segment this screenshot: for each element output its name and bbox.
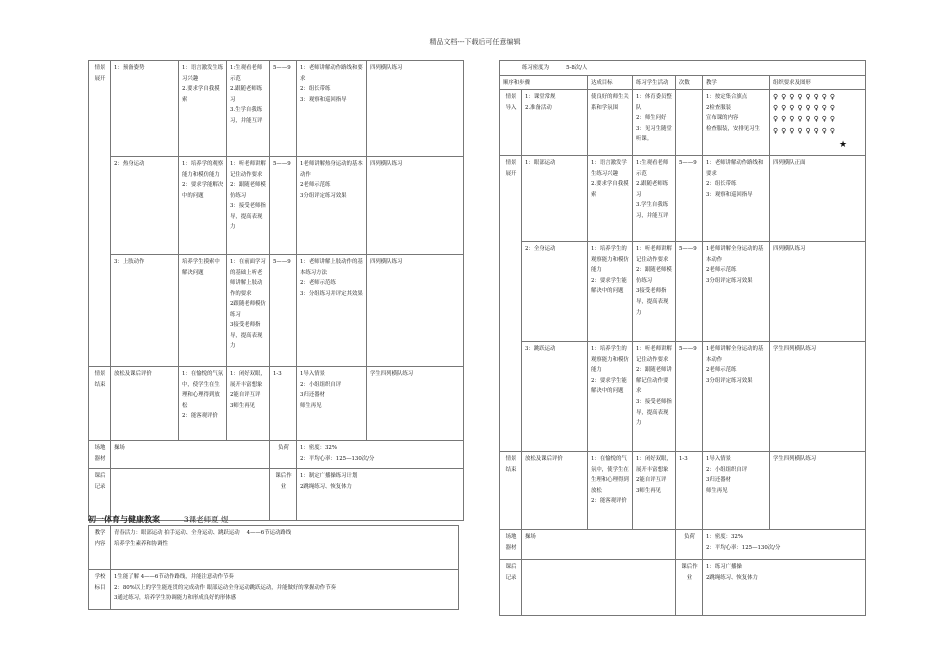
header-cell: 练习学生活动 — [633, 75, 676, 90]
title-prefix: 初一体育与健康教案 — [88, 514, 160, 524]
table-row — [89, 255, 464, 367]
content-cell: 1：眼部运动 — [522, 156, 588, 242]
content-cell: 1：课堂常规 2.准备活动 — [522, 90, 588, 156]
count-cell: 5——9 — [676, 342, 703, 452]
table-row — [89, 526, 459, 570]
org-cell: 学生四列横队练习 — [367, 367, 464, 441]
header-cell: 组织要求及图形 — [770, 75, 866, 90]
table-row — [89, 157, 464, 255]
count-cell: 5——9 — [676, 156, 703, 242]
left-lesson-table — [88, 60, 464, 521]
method-cell: 1老师讲解全身运动的基本动作 2老师示范练 3分组评定练习效果 — [703, 342, 770, 452]
student-cell: 1：体育委员整队 2：师生问好 3：见习生随堂听课。 — [633, 90, 676, 156]
homework-label: 课后作业 — [270, 469, 297, 521]
org-cell: 四列横队正面 — [770, 156, 866, 242]
objectives-table — [88, 525, 459, 610]
goal-cell: 1：在愉悦的气氛中，使学生在生理和心理得到放松 2：能客观评价 — [179, 367, 227, 441]
formation-row-3: ♀♀♀♀♀♀♀♀ — [773, 115, 838, 124]
goal-cell: 1：在愉悦的气氛中，使学生在生理和心理得到放松 2：能客观评价 — [588, 452, 633, 530]
method-cell: 1导入情景 2：小组组织自评 3归还器材 师生再见 — [297, 367, 367, 441]
content-line: 培养学生素养和协调性 — [114, 540, 168, 547]
content-side-label: 教学内容 — [89, 526, 111, 570]
field-value: 操场 — [111, 441, 270, 469]
top-load-row — [500, 61, 866, 76]
load-value: 1：密度：32% 2：平均心率：125—130次/分 — [703, 530, 866, 560]
student-cell: 1：在前面学习的基础上听老师讲解上肢动作的要求 2跟随老师模仿练习 3接受老师指导，提高表现力 — [227, 255, 270, 367]
org-cell: 四列横队练习 — [770, 242, 866, 342]
method-cell: 1：老师讲解上肢动作的基本练习方法 2：老师示范练 3：分组练习并评定其效果 — [297, 255, 367, 367]
goals-value — [111, 570, 459, 610]
student-cell: 1：闭好双眼，展开丰富想象 2能自评互评 3师生再见 — [633, 452, 676, 530]
table-row — [89, 367, 464, 441]
load-label: 负荷 — [270, 441, 297, 469]
table-row — [500, 342, 866, 452]
notes-blank — [111, 469, 270, 521]
org-cell: 四列横队练习 — [367, 61, 464, 157]
homework-value: 1：练习广播操 2跳绳练习、恢复体力 — [703, 560, 866, 616]
header-cell: 次数 — [676, 75, 703, 90]
count-cell: 1-3 — [270, 367, 297, 441]
table-row — [500, 90, 866, 156]
table-row — [500, 530, 866, 560]
section-label: 情景结束 — [500, 452, 522, 530]
method-cell: 1：按定集合旗点 2检查服装 宣布课的内容 检查服装，安排见习生 — [703, 90, 770, 156]
formation-row-2: ♀♀♀♀♀♀♀♀ — [773, 104, 838, 113]
count-cell: 5——9 — [270, 157, 297, 255]
content-cell: 2：全身运动 — [522, 242, 588, 342]
field-label: 场地器材 — [89, 441, 111, 469]
student-cell: 1：听老师讲解记住动作要求 2：跟随老师讲解记住动作要求 3：接受老师指导，提高表现力 — [633, 342, 676, 452]
goal-cell: 1：培养学的观察能力和模仿能力 2：要求学能解决中的问题 — [179, 157, 227, 255]
formation-row-4: ♀♀♀♀♀♀♀♀ — [773, 126, 838, 135]
formation-diagram — [770, 90, 866, 156]
student-cell: 1：听老师讲解记住动作要求 2：跟随老师模仿练习 3接受老师指导，提高表现力 — [633, 242, 676, 342]
homework-label: 课后作业 — [676, 560, 703, 616]
goals-label: 学校标目 — [89, 570, 111, 610]
content-cell: 3：上肢动作 — [111, 255, 179, 367]
title-mid: 3课老师夏 煜 — [183, 515, 229, 524]
notes-label: 课后记录 — [89, 469, 111, 521]
goal-item: 1生能了解 4——6节动作路线，并能注意动作节奏 — [114, 574, 234, 580]
content-value — [111, 526, 459, 570]
table-row — [500, 560, 866, 616]
lesson-title — [88, 514, 229, 525]
count-cell: 1-3 — [676, 452, 703, 530]
table-row — [89, 61, 464, 157]
section-label: 情景结束 — [89, 367, 111, 441]
table-row — [89, 570, 459, 610]
goal-item: 2：80%以上的学生能连贯的完成动作 眼部运动全身运动跳跃运动，并能做好的掌握动作节奏 — [114, 584, 336, 591]
method-cell: 1：老师讲解动作路线和要求 2：组长带练 3：观察和巡回指导 — [703, 156, 770, 242]
table-row — [500, 156, 866, 242]
content-line: 青春活力：眼部运动 拍手运动、全身运动、跳跃运动 — [114, 530, 240, 536]
student-cell: 1：闭好双眼，展开丰富想象 2能自评互评 3师生再见 — [227, 367, 270, 441]
content-cell: 2：热身运动 — [111, 157, 179, 255]
goal-cell: 使良好的师生关系和学氛围 — [588, 90, 633, 156]
load-label: 负荷 — [676, 530, 703, 560]
student-cell: 1:生观看老师示范 2.跟随老师练习 3.学生自我练习，并能互评 — [633, 156, 676, 242]
load-value: 5-8次/人 — [566, 65, 588, 71]
org-cell: 四列横队练习 — [367, 255, 464, 367]
table-row — [500, 242, 866, 342]
section-label: 情景导入 — [500, 90, 522, 156]
student-cell: 1:生观看老师示范 2.跟随老师练习 3.生学自我练习，并能互评 — [227, 61, 270, 157]
goal-cell: 1：培养学生的观察能力和模仿能力 2：要求学生能解决中的问题 — [588, 342, 633, 452]
page-header: 精品文档---下载后可任意编辑 — [429, 38, 521, 46]
org-cell: 四列横队练习 — [367, 157, 464, 255]
method-cell: 1导入情景 2：小组组织自评 3归还器材 师生再见 — [703, 452, 770, 530]
goal-cell: 1：培养学生的观察能力和模仿能力 2：要求学生能解决中的问题 — [588, 242, 633, 342]
table-row — [500, 452, 866, 530]
load-value: 1：密度：32% 2：平均心率：125—130次/分 — [297, 441, 464, 469]
field-label: 场地器材 — [500, 530, 522, 560]
table-row — [89, 441, 464, 469]
table-row — [500, 61, 866, 76]
right-lesson-table — [499, 60, 866, 616]
content-cell: 放松及课后评价 — [111, 367, 179, 441]
notes-blank — [522, 560, 676, 616]
content-cell: 3：跳跃运动 — [522, 342, 588, 452]
section-label: 情景展开 — [89, 61, 111, 367]
content-cell: 放松及课后评价 — [522, 452, 588, 530]
goal-cell: 培养学生摸索中解决问题 — [179, 255, 227, 367]
content-cell: 1：预备姿势 — [111, 61, 179, 157]
header-cell: 教学 — [703, 75, 770, 90]
homework-value: 1：制定广播操练习计划 2跳绳练习、恢复体力 — [297, 469, 464, 521]
notes-label: 课后记录 — [500, 560, 522, 616]
formation-row-1: ♀♀♀♀♀♀♀♀ — [773, 93, 838, 102]
org-cell: 学生四列横队练习 — [770, 452, 866, 530]
count-cell: 5——9 — [270, 255, 297, 367]
goal-cell: 1：语言激发学生练习兴趣 2.要求学自我摸索 — [588, 156, 633, 242]
count-cell: 5——9 — [676, 242, 703, 342]
method-cell: 1老师讲解热身运动的基本动作 2老师示范练 3分组评定练习效果 — [297, 157, 367, 255]
table-row — [500, 75, 866, 90]
method-cell: 1老师讲解全身运动的基本动作 2老师示范练 3分组评定练习效果 — [703, 242, 770, 342]
table-row — [89, 469, 464, 521]
header-cell: 顺序和步骤 — [500, 75, 588, 90]
section-label: 情景展开 — [500, 156, 522, 452]
count-cell — [676, 90, 703, 156]
goal-item: 3通过练习，培养学生协调能力和形成良好的形体感 — [114, 595, 237, 602]
content-line-b: 4——6节运动路线 — [246, 530, 292, 536]
student-cell: 1：听老师讲解记住动作要求 2：跟随老师模仿练习 3：接受老师指导，提高表现力 — [227, 157, 270, 255]
count-cell: 5——9 — [270, 61, 297, 157]
load-label: 练习密度为 — [522, 65, 549, 71]
teacher-star-icon: ★ — [838, 139, 848, 150]
field-value: 操场 — [522, 530, 676, 560]
method-cell: 1：老师讲解动作路线和要求 2：组长带练 3：观察和巡回指导 — [297, 61, 367, 157]
goal-cell: 1：语言激发生练习兴趣 2.要求学自我摸索 — [179, 61, 227, 157]
header-cell: 达成目标 — [588, 75, 633, 90]
org-cell: 学生四列横队练习 — [770, 342, 866, 452]
